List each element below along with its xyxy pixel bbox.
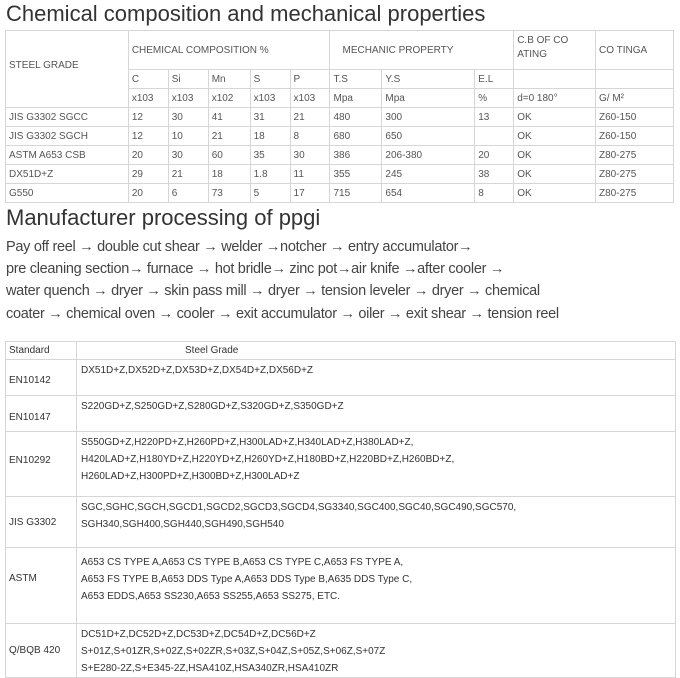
table-cell: 30 bbox=[168, 108, 208, 127]
table-cell: 245 bbox=[382, 165, 475, 184]
table-cell: 30 bbox=[168, 146, 208, 165]
grade-line: S550GD+Z,H220PD+Z,H260PD+Z,H300LAD+Z,H340LAD+Z,H380LAD+Z, bbox=[81, 437, 414, 448]
table-cell: 20 bbox=[128, 146, 168, 165]
table-cell: 21 bbox=[168, 165, 208, 184]
unit-cell: d=0 180° bbox=[514, 89, 596, 108]
grades-cell bbox=[77, 548, 676, 624]
table-cell: OK bbox=[514, 108, 596, 127]
table-cell: 60 bbox=[208, 146, 250, 165]
unit-cell: x103 bbox=[128, 89, 168, 108]
table-row bbox=[6, 624, 676, 678]
grade-line: SGC,SGHC,SGCH,SGCD1,SGCD2,SGCD3,SGCD4,SG3340,SGC400,SGC40,SGC490,SGC570, bbox=[81, 502, 517, 513]
table-cell: 38 bbox=[475, 165, 514, 184]
table-cell: 41 bbox=[208, 108, 250, 127]
table-row bbox=[6, 432, 676, 497]
standard-cell: Q/BQB 420 bbox=[6, 624, 77, 678]
standard-cell: EN10142 bbox=[6, 360, 77, 396]
table-row bbox=[6, 127, 674, 146]
table-cell: OK bbox=[514, 184, 596, 203]
subheader-cell: T.S bbox=[330, 70, 382, 89]
table-row bbox=[6, 548, 676, 624]
table-cell: 206-380 bbox=[382, 146, 475, 165]
unit-cell: x103 bbox=[250, 89, 290, 108]
process-line: coater → chemical oven → cooler → exit accumulator → oiler → exit shear → tension reel bbox=[6, 305, 559, 322]
subheader-cell bbox=[514, 70, 596, 89]
table-cell: 8 bbox=[475, 184, 514, 203]
table-cell: OK bbox=[514, 165, 596, 184]
grades-cell bbox=[77, 396, 676, 432]
grades-cell bbox=[77, 432, 676, 497]
table-cell: 18 bbox=[250, 127, 290, 146]
grade-line: S+E280-2Z,S+E345-2Z,HSA410Z,HSA340ZR,HSA410ZR bbox=[81, 663, 339, 674]
chemical-mechanical-table bbox=[5, 30, 674, 203]
table-cell bbox=[475, 127, 514, 146]
grades-cell bbox=[77, 497, 676, 548]
table-cell: Z80-275 bbox=[596, 184, 674, 203]
grade-line: A653 EDDS,A653 SS230,A653 SS255,A653 SS275, ETC. bbox=[81, 591, 341, 602]
table-row bbox=[6, 396, 676, 432]
table-cell: 20 bbox=[128, 184, 168, 203]
grade-line: DC51D+Z,DC52D+Z,DC53D+Z,DC54D+Z,DC56D+Z bbox=[81, 629, 316, 640]
subheader-cell: S bbox=[250, 70, 290, 89]
table-cell: 5 bbox=[250, 184, 290, 203]
table-cell: 680 bbox=[330, 127, 382, 146]
header-standard: Standard bbox=[6, 342, 77, 360]
grade-line: SGH340,SGH400,SGH440,SGH490,SGH540 bbox=[81, 519, 284, 530]
table-cell: 11 bbox=[290, 165, 330, 184]
table-cell: 31 bbox=[250, 108, 290, 127]
table-cell: Z80-275 bbox=[596, 165, 674, 184]
table-cell: 6 bbox=[168, 184, 208, 203]
grades-cell bbox=[77, 624, 676, 678]
grade-line: DX51D+Z,DX52D+Z,DX53D+Z,DX54D+Z,DX56D+Z bbox=[81, 365, 314, 376]
header-steel-grade: STEEL GRADE bbox=[6, 31, 129, 108]
subheader-cell: P bbox=[290, 70, 330, 89]
table-cell: 10 bbox=[168, 127, 208, 146]
unit-cell: G/ M² bbox=[596, 89, 674, 108]
header-coating: CO TINGA bbox=[596, 31, 674, 70]
table-cell: 1.8 bbox=[250, 165, 290, 184]
table-cell: 21 bbox=[290, 108, 330, 127]
table-cell: 12 bbox=[128, 127, 168, 146]
table-cell: OK bbox=[514, 127, 596, 146]
process-line: Pay off reel → double cut shear → welder →notcher → entry accumulator→ bbox=[6, 239, 473, 255]
standard-cell: EN10147 bbox=[6, 396, 77, 432]
standard-cell: EN10292 bbox=[6, 432, 77, 497]
grade-line: H260LAD+Z,H300PD+Z,H300BD+Z,H300LAD+Z bbox=[81, 471, 300, 482]
grades-cell bbox=[77, 360, 676, 396]
table-row bbox=[6, 360, 676, 396]
subheader-cell: Si bbox=[168, 70, 208, 89]
steel-grade-cell: JIS G3302 SGCH bbox=[6, 127, 129, 146]
page-title-chemical-composition: Chemical composition and mechanical properties bbox=[6, 1, 486, 26]
standard-cell: ASTM bbox=[6, 548, 77, 624]
process-line: water quench → dryer → skin pass mill → dryer → tension leveler → dryer → chemical bbox=[6, 283, 540, 300]
unit-cell: Mpa bbox=[330, 89, 382, 108]
table-cell: 355 bbox=[330, 165, 382, 184]
table-cell: 18 bbox=[208, 165, 250, 184]
table-header-row bbox=[6, 342, 676, 360]
table-row bbox=[6, 497, 676, 548]
table-row bbox=[6, 146, 674, 165]
unit-cell: x102 bbox=[208, 89, 250, 108]
table-row bbox=[6, 184, 674, 203]
header-mechanic-property: MECHANIC PROPERTY bbox=[330, 31, 514, 70]
unit-cell: x103 bbox=[290, 89, 330, 108]
subheader-cell: E.L bbox=[475, 70, 514, 89]
unit-cell: % bbox=[475, 89, 514, 108]
steel-grade-cell: DX51D+Z bbox=[6, 165, 129, 184]
table-cell: 73 bbox=[208, 184, 250, 203]
table-cell: OK bbox=[514, 146, 596, 165]
table-cell: 715 bbox=[330, 184, 382, 203]
steel-grade-cell: ASTM A653 CSB bbox=[6, 146, 129, 165]
grade-line: A653 FS TYPE B,A653 DDS Type A,A653 DDS Type B,A635 DDS Type C, bbox=[81, 574, 413, 585]
table-cell: 12 bbox=[128, 108, 168, 127]
table-row bbox=[6, 165, 674, 184]
table-cell: Z60-150 bbox=[596, 108, 674, 127]
table-header-row bbox=[6, 31, 674, 70]
subheader-cell: Mn bbox=[208, 70, 250, 89]
table-cell: 650 bbox=[382, 127, 475, 146]
section-title-manufacturer-processing: Manufacturer processing of ppgi bbox=[6, 205, 321, 230]
unit-cell: Mpa bbox=[382, 89, 475, 108]
grade-line: A653 CS TYPE A,A653 CS TYPE B,A653 CS TYPE C,A653 FS TYPE A, bbox=[81, 557, 404, 568]
subheader-cell: C bbox=[128, 70, 168, 89]
table-cell: 20 bbox=[475, 146, 514, 165]
steel-grade-cell: G550 bbox=[6, 184, 129, 203]
grade-line: H420LAD+Z,H180YD+Z,H220YD+Z,H260YD+Z,H180BD+Z,H220BD+Z,H260BD+Z, bbox=[81, 454, 455, 465]
table-cell: 480 bbox=[330, 108, 382, 127]
process-flow-text bbox=[6, 236, 559, 325]
subheader-cell: Y.S bbox=[382, 70, 475, 89]
subheader-cell bbox=[596, 70, 674, 89]
table-cell: 13 bbox=[475, 108, 514, 127]
header-steel-grade: Steel Grade bbox=[77, 342, 676, 360]
table-cell: 17 bbox=[290, 184, 330, 203]
table-cell: 8 bbox=[290, 127, 330, 146]
header-chemical-composition: CHEMICAL COMPOSITION % bbox=[128, 31, 330, 70]
table-cell: 386 bbox=[330, 146, 382, 165]
table-cell: Z60-150 bbox=[596, 127, 674, 146]
standard-steel-grade-table bbox=[5, 341, 676, 678]
table-cell: 29 bbox=[128, 165, 168, 184]
steel-grade-cell: JIS G3302 SGCC bbox=[6, 108, 129, 127]
header-cb-coating: C.B OF CO ATING bbox=[514, 31, 596, 70]
table-cell: 30 bbox=[290, 146, 330, 165]
unit-cell: x103 bbox=[168, 89, 208, 108]
table-cell: 35 bbox=[250, 146, 290, 165]
table-cell: 21 bbox=[208, 127, 250, 146]
table-cell: 300 bbox=[382, 108, 475, 127]
table-cell: Z80-275 bbox=[596, 146, 674, 165]
standard-cell: JIS G3302 bbox=[6, 497, 77, 548]
grade-line: S+01Z,S+01ZR,S+02Z,S+02ZR,S+03Z,S+04Z,S+05Z,S+06Z,S+07Z bbox=[81, 646, 386, 657]
grade-line: S220GD+Z,S250GD+Z,S280GD+Z,S320GD+Z,S350GD+Z bbox=[81, 401, 344, 412]
table-cell: 654 bbox=[382, 184, 475, 203]
table-row bbox=[6, 108, 674, 127]
process-line: pre cleaning section→ furnace → hot bridle→ zinc pot→air knife →after cooler → bbox=[6, 261, 505, 278]
